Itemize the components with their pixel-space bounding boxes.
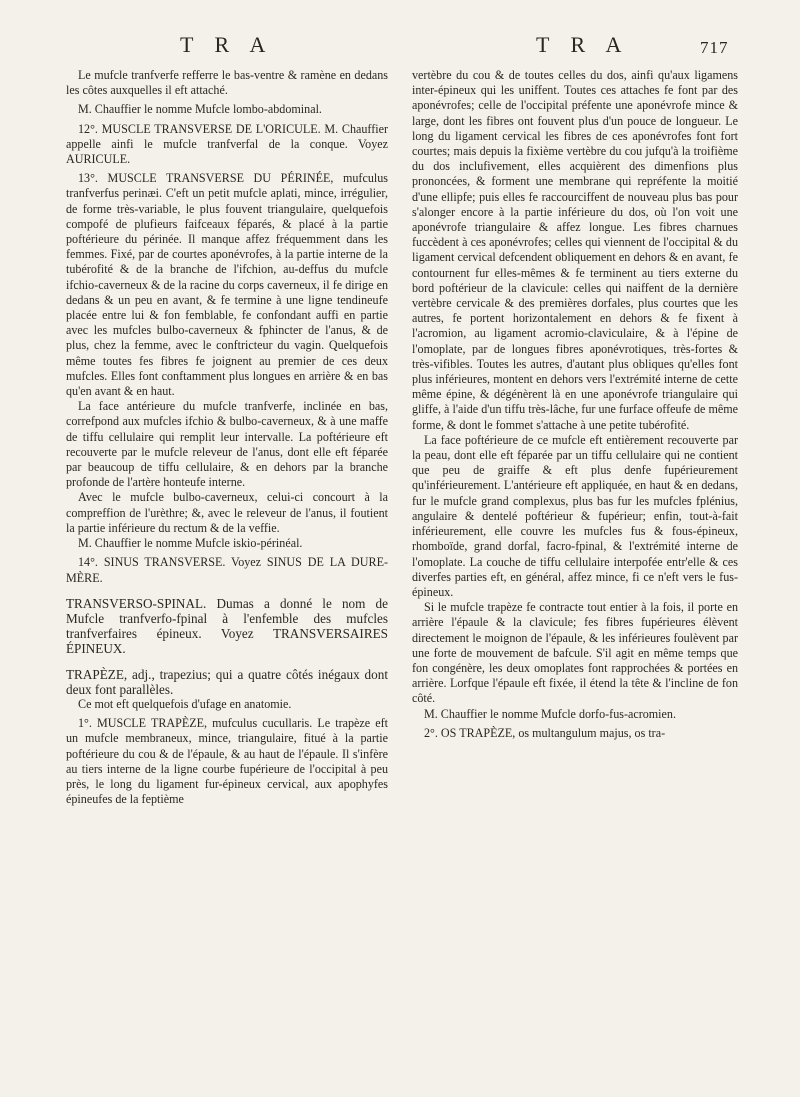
paragraph: vertèbre du cou & de toutes celles du dos, ainfi qu'aux ligamens inter-épineux qui les uniffent. Toutes ces attaches fe font par des aponévrofes; celle de l'occipital préfente une aponévrofe mince & large, dont les fibres ont fouvent plus d'un pouce de longueur. Le long du ligament cervical les fibres de ces aponévrofes font fort courtes; mais depuis la fixième vertèbre du cou jufqu'à la troifième du dos inclufivement, elles acquièrent des dimenfions plus prononcées, & forment une membrane qui repréfente la moitié d'une ellipfe; puis elles fe raccourciffent de nouveau plus bas pour s'alonger encore à la partie inférieure du dos, où l'on voit une aponévrofe triangulaire & affez longue. Les fibres charnues fuccèdent à ces aponévrofes; celles qui viennent de l'occipital & du ligament cervical defcendent obliquement en dehors & en avant, fe contournent fur elles-mêmes & fe terminent au tiers externe du bord poftérieur de la clavicule: celles qui naiffent de la dernière vertèbre cervicale & des premières dorfales, plus courtes que les autres, fe portent horizontalement en dehors & fe fixent à l'acromion, au ligament acromio-claviculaire, & à l'épine de l'omoplate, par de longues fibres aponévrotiques, très-fortes & très-vifibles. Toutes les autres, d'autant plus obliques qu'elles font plus inférieures, montent en dehors vers l'extrémité interne de cette même épine, & dégénèrent là en une aponévrofe triangulaire qui gliffe, à l'aide d'un tiffu très-lâche, fur une furface offeufe de même forme, & dont le fommet s'attache à une petite tubérofité. xyxy=(412,68,738,432)
paragraph: 1°. MUSCLE TRAPÈZE, mufculus cucullaris. Le trapèze eft un mufcle membraneux, mince, triangulaire, fitué à la partie poftérieure du cou & de l'épaule, & au haut de l'épaule. Il s'infère au tiers interne de la ligne courbe fupérieure de l'occipital à peu près, le long du ligament fur-épineux cervical, aux apophyfes épineufes de la feptième xyxy=(66,716,388,807)
paragraph: M. Chauffier le nomme Mufcle dorfo-fus-acromien. xyxy=(424,706,676,721)
page-number: 717 xyxy=(700,38,729,57)
running-head xyxy=(0,14,800,57)
paragraph: 13°. MUSCLE TRANSVERSE DU PÉRINÉE, mufculus tranfverfus perinæi. C'eft un petit mufcle aplati, mince, irrégulier, de forme très-variable, le plus fouvent triangulaire, quelquefois compofé de plufieurs faifceaux féparés, & placé à la partie poftérieure du périnée. Il manque affez fréquemment dans les femmes. Fixé, par de courtes aponévrofes, à la partie interne de la tubérofité & de la branche de l'ifchion, au-deffus du mufcle ifchio-caverneux & de la racine du corps caverneux, il fe dirige en dedans & un peu en avant, & fe termine à une ligne tendineufe placée entre lui & fon femblable, fe confondant auffi en partie avec les mufcles bulbo-caverneux & fphincter de l'anus, & de plus, chez la femme, avec le conftricteur du vagin. Quelquefois même toutes fes fibres fe joignent au premier de ces deux mufcles. Elles font conftamment plus longues en arrière & en bas qu'en avant & en haut. xyxy=(66,171,388,399)
paragraph: Avec le mufcle bulbo-caverneux, celui-ci concourt à la compreffion de l'urèthre; &, avec le releveur de l'anus, il foutient la partie inférieure du rectum & de la veffie. xyxy=(66,490,388,535)
entry-heading: TRAPÈZE, adj., trapezius; qui a quatre côtés inégaux dont deux font parallèles. xyxy=(66,666,388,697)
paragraph: 14°. SINUS TRANSVERSE. Voyez SINUS DE LA DURE-MÈRE. xyxy=(66,555,388,585)
running-head-left: T R A xyxy=(180,32,274,57)
paragraph: 2°. OS TRAPÈZE, os multangulum majus, os tra- xyxy=(424,725,666,740)
paragraph: La face antérieure du mufcle tranfverfe, inclinée en bas, correfpond aux mufcles ifchio & bulbo-caverneux, & à une maffe de tiffu cellulaire qui remplit leur intervalle. La poftérieure eft recouverte par le mufcle releveur de l'anus, dont elle eft féparée par beaucoup de tiffu cellulaire, & en dehors par la branche profonde de l'artère honteufe interne. xyxy=(66,399,388,490)
paragraph: Si le mufcle trapèze fe contracte tout entier à la fois, il porte en arrière l'épaule & la clavicule; fes fibres fupérieures élèvent directement le moignon de l'épaule, & les inférieures foulèvent par une forte de mouvement de bafcule. S'il agit en même temps que fon congénère, les deux omoplates font rapprochées & portées en arrière. Lorfque l'épaule eft fixée, il étend la tête & l'incline de fon côté. xyxy=(412,600,738,706)
paragraph: Ce mot eft quelquefois d'ufage en anatomie. xyxy=(78,696,292,711)
left-column xyxy=(66,68,388,807)
paragraph: 12°. MUSCLE TRANSVERSE DE L'ORICULE. M. Chauffier appelle ainfi le mufcle tranfverfal de la conque. Voyez AURICULE. xyxy=(66,121,388,167)
paragraph: M. Chauffier le nomme Mufcle lombo-abdominal. xyxy=(78,102,322,117)
paragraph: M. Chauffier le nomme Mufcle iskio-périnéal. xyxy=(78,536,303,551)
paragraph: La face poftérieure de ce mufcle eft entièrement recouverte par la peau, dont elle eft féparée par un tiffu cellulaire qui ne contient que peu de graiffe & eft plus denfe fupérieurement qu'inférieurement. L'antérieure eft appliquée, en haut & en dedans, fur le mufcle grand complexus, plus bas fur les mufcles fplénius, angulaire & dentelé poftérieur & fupérieur; enfin, tout-à-fait inférieurement, elle couvre les mufcles fus & fous-épineux, rhomboïde, grand dorfal, facro-fpinal, & l'extrémité interne de l'omoplate. La couche de tiffu cellulaire interpofée entr'elle & ces diverfes parties eft, en général, affez mince, fi ce n'eft vers le fus-épineux. xyxy=(412,432,738,599)
paragraph: Le mufcle tranfverfe refferre le bas-ventre & ramène en dedans les côtes auxquelles il eft attaché. xyxy=(66,68,388,98)
running-head-right: T R A xyxy=(536,32,630,57)
right-column xyxy=(412,68,738,741)
entry-heading: TRANSVERSO-SPINAL. Dumas a donné le nom de Mufcle tranfverfo-fpinal à l'enfemble des mufcles tranfverfaires épineux. Voyez TRANSVERSAIRES ÉPINEUX. xyxy=(66,595,388,657)
